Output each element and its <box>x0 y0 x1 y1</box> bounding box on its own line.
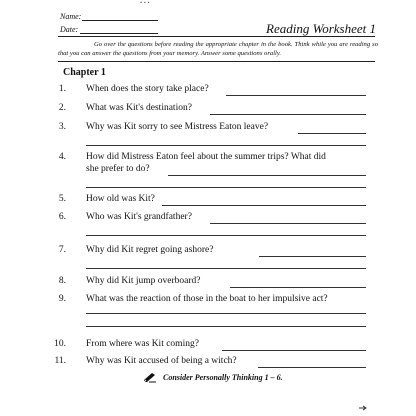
question-number: 10. <box>54 339 66 349</box>
answer-line[interactable] <box>162 205 366 206</box>
answer-line[interactable] <box>168 175 366 176</box>
instructions-text: Go over the questions before reading the appropriate chapter in the book. Think while you are reading so that you can answer the questions from your memory. Answer some questions orally. <box>58 41 378 57</box>
pencil-icon <box>143 371 157 383</box>
question-number: 4. <box>58 152 66 162</box>
question-text: How did Mistress Eaton feel about the summer trips? What did <box>86 152 326 162</box>
answer-line[interactable] <box>86 187 366 188</box>
question-text: Why did Kit regret going ashore? <box>86 245 214 255</box>
question-text: Who was Kit's grandfather? <box>86 212 192 222</box>
question-text: From where was Kit coming? <box>86 339 199 349</box>
name-label: Name: <box>60 12 82 21</box>
question-number: 8. <box>58 276 66 286</box>
top-header-text: ... <box>140 0 152 6</box>
intro-rule <box>58 61 375 62</box>
answer-line[interactable] <box>210 223 366 224</box>
question-number: 1. <box>58 84 66 94</box>
question-number: 2. <box>58 103 66 113</box>
answer-line[interactable] <box>298 133 366 134</box>
answer-line[interactable] <box>86 326 366 327</box>
question-text: What was Kit's destination? <box>86 103 192 113</box>
hand-pointer-icon <box>358 404 368 412</box>
question-number: 9. <box>58 294 66 304</box>
answer-line[interactable] <box>259 256 366 257</box>
date-field[interactable] <box>80 33 158 34</box>
question-text: Why did Kit jump overboard? <box>86 276 201 286</box>
answer-line[interactable] <box>222 350 366 351</box>
worksheet-title: Reading Worksheet 1 <box>266 21 376 36</box>
name-field[interactable] <box>82 20 158 21</box>
question-text: When does the story take place? <box>86 84 209 94</box>
question-number: 3. <box>58 122 66 132</box>
date-label: Date: <box>60 25 79 34</box>
answer-line[interactable] <box>258 367 366 368</box>
question-text: How old was Kit? <box>86 194 155 204</box>
answer-line[interactable] <box>86 145 366 146</box>
question-number: 5. <box>58 194 66 204</box>
question-number: 11. <box>54 356 66 366</box>
answer-line[interactable] <box>86 235 366 236</box>
answer-line[interactable] <box>86 268 366 269</box>
title-rule <box>58 36 375 37</box>
consider-note: Consider Personally Thinking 1 – 6. <box>163 373 283 382</box>
answer-line[interactable] <box>210 114 366 115</box>
question-text-continued: she prefer to do? <box>86 164 150 174</box>
question-text: What was the reaction of those in the boat to her impulsive act? <box>86 294 328 304</box>
answer-line[interactable] <box>230 287 366 288</box>
answer-line[interactable] <box>86 313 366 314</box>
chapter-title: Chapter 1 <box>63 67 106 78</box>
question-text: Why was Kit accused of being a witch? <box>86 356 237 366</box>
question-number: 6. <box>58 212 66 222</box>
answer-line[interactable] <box>226 95 366 96</box>
question-number: 7. <box>58 245 66 255</box>
question-text: Why was Kit sorry to see Mistress Eaton leave? <box>86 122 269 132</box>
